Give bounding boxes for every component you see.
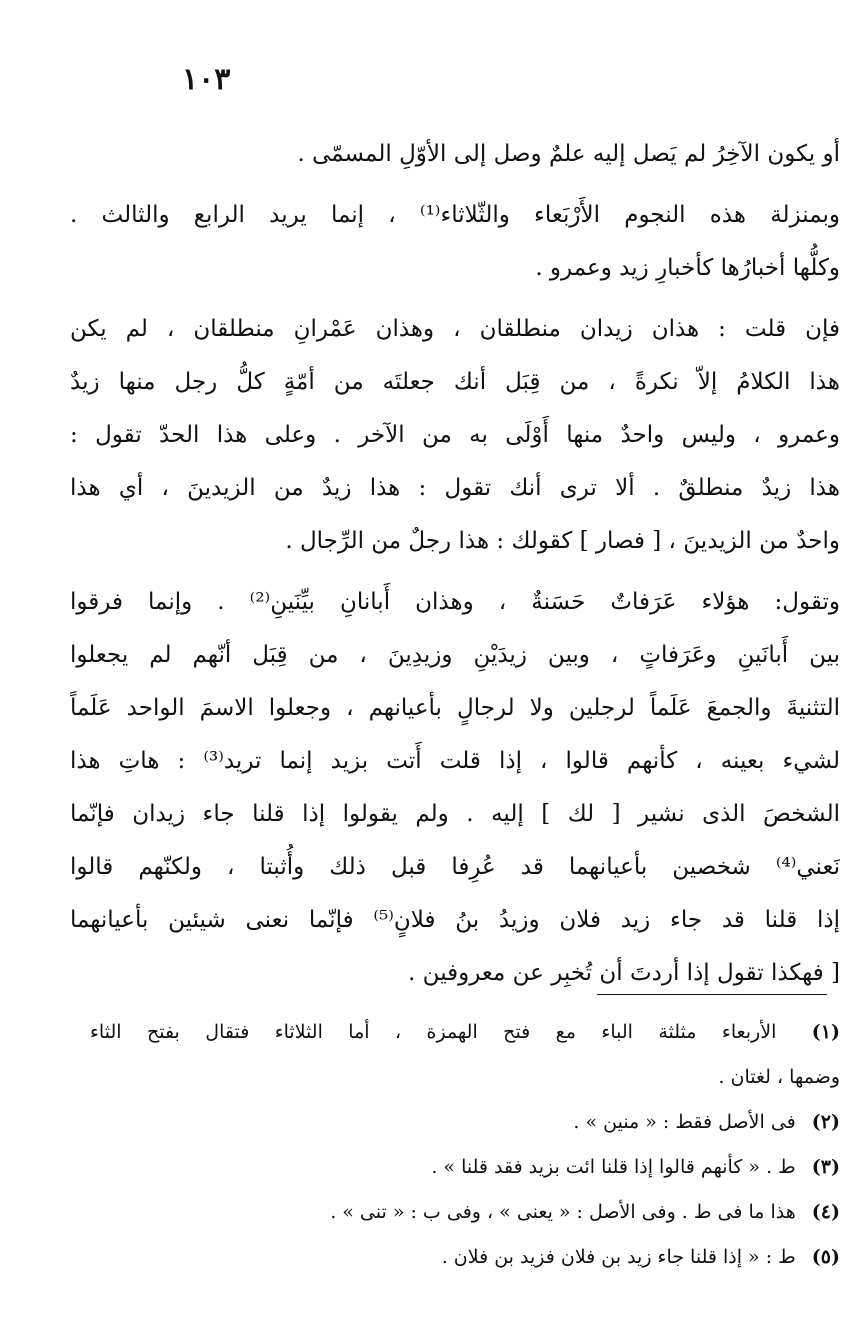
footnote-text: هذا ما فى ط . وفى الأصل : « يعنى » ، وفى ب : « تنى » .: [330, 1201, 796, 1223]
footnote-1-continued: [90, 1055, 840, 1100]
text-line: هذا الكلامُ إلاّ نكرةً ، من قِبَل أنك جعلتَه من أمّةٍ كلُّ رجل منها زيدٌ: [70, 369, 840, 395]
footnote-text: ط . « كأنهم قالوا إذا قلنا ائت بزيد فقد قلنا » .: [431, 1156, 796, 1178]
footnote-marker: (٤): [811, 1201, 840, 1223]
text-line: وكلُّها أخبارُها كأخبارِ زيد وعمرو .: [535, 255, 840, 281]
footnote-2: [90, 1100, 840, 1145]
footnote-text: فى الأصل فقط : « منين » .: [573, 1111, 796, 1133]
text-line: هذا زيدٌ منطلقٌ . ألا ترى أنك تقول : هذا زيدٌ من الزيدينَ ، أي هذا: [70, 475, 840, 501]
footnote-4: [90, 1190, 840, 1235]
footnote-text: ط : « إذا قلنا جاء زيد بن فلان فزيد بن فلان .: [441, 1246, 796, 1268]
text-line: لشيء بعينه ، كأنهم قالوا ، إذا قلت أَتت بزيد إنما تريد⁽³⁾ : هاتِ هذا: [70, 748, 840, 774]
footnote-marker: (٥): [811, 1246, 840, 1268]
footnote-3: [90, 1145, 840, 1190]
footnote-text: الأربعاء مثلثة الباء مع فتح الهمزة ، أما الثلاثاء فتقال بفتح الثاء: [90, 1021, 777, 1043]
text-line: إذا قلنا قد جاء زيد فلان وزيدُ بنُ فلانٍ⁽⁵⁾ فإنّما نعنى شيئين بأعيانهما: [70, 907, 840, 933]
text-line: بين أَبانَينِ وعَرَفاتٍ ، وبين زيدَيْنِ وزيدِينَ ، من قِبَل أنّهم لم يجعلوا: [70, 642, 840, 668]
text-line: فإن قلت : هذان زيدان منطلقان ، وهذان عَمْرانِ منطلقان ، لم يكن: [70, 316, 840, 342]
page-number: ١٠٣: [182, 62, 231, 97]
footnotes: [90, 1010, 840, 1280]
text-line: وتقول: هؤلاء عَرَفاتٌ حَسَنةٌ ، وهذان أَبانانِ بيِّنَينِ⁽²⁾ . وإنما فرقوا: [70, 589, 840, 615]
text-line: التثنيةَ والجمعَ عَلَماً لرجلين ولا لرجالٍ بأعيانهم ، وجعلوا الاسمَ الواحد عَلَماً: [70, 695, 840, 721]
footnote-marker: (٢): [811, 1111, 840, 1133]
text-line: أو يكون الآخِرُ لم يَصل إليه علمٌ وصل إلى الأوّلِ المسمّى .: [297, 141, 840, 167]
text-line: وعمرو ، وليس واحدٌ منها أَوْلَى به من الآخر . وعلى هذا الحدّ تقول :: [70, 422, 840, 448]
main-text: [70, 128, 840, 1000]
footnote-text: وضمها ، لغتان .: [718, 1066, 840, 1088]
footnote-5: [90, 1235, 840, 1280]
footnote-marker: (٣): [811, 1156, 840, 1178]
text-line: الشخصَ الذى نشير [ لك ] إليه . ولم يقولوا إذا قلنا جاء زيدان فإنّما: [70, 801, 840, 827]
footnote-1: [90, 1010, 840, 1055]
text-line: واحدٌ من الزيدينَ ، [ فصار ] كقولك : هذا رجلٌ من الرِّجال .: [285, 528, 840, 554]
text-line: [ فهكذا تقول إذا أردتَ أن تُخبِر عن معروفين .: [408, 960, 840, 986]
footnote-marker: (١): [811, 1021, 840, 1043]
text-line: نَعني⁽⁴⁾ شخصين بأعيانهما قد عُرِفا قبل ذلك وأُثبتا ، ولكنّهم قالوا: [70, 854, 840, 880]
text-line: وبمنزلة هذه النجوم الأَرْبَعاء والثّلاثاء⁽¹⁾ ، إنما يريد الرابع والثالث .: [70, 202, 840, 228]
footnote-divider: [597, 994, 827, 995]
